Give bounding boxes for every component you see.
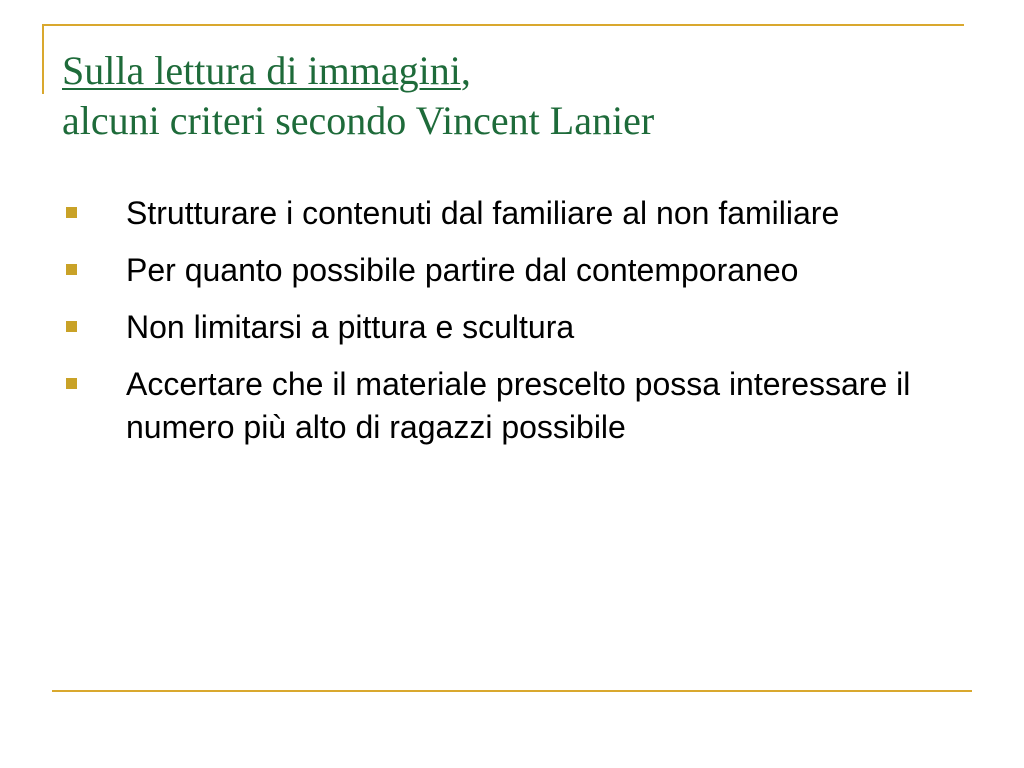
square-bullet-icon (66, 321, 77, 332)
bullet-text: Non limitarsi a pittura e scultura (126, 309, 575, 345)
bullet-list (0, 192, 1024, 463)
bullet-item (0, 363, 1024, 449)
square-bullet-icon (66, 207, 77, 218)
title-subtitle: alcuni criteri secondo Vincent Lanier (62, 98, 655, 143)
slide-title (62, 46, 962, 146)
frame-left-line (42, 24, 44, 94)
bullet-item (0, 306, 1024, 349)
title-comma: , (460, 48, 471, 93)
square-bullet-icon (66, 378, 77, 389)
bullet-item (0, 249, 1024, 292)
frame-bottom-line (52, 690, 972, 692)
bullet-text: Accertare che il materiale prescelto possa interessare il numero più alto di ragazzi possibile (126, 366, 911, 445)
title-link[interactable]: Sulla lettura di immagini (62, 48, 461, 93)
bullet-item (0, 192, 1024, 235)
frame-top-line (42, 24, 964, 26)
bullet-text: Strutturare i contenuti dal familiare al non familiare (126, 195, 840, 231)
bullet-text: Per quanto possibile partire dal contemporaneo (126, 252, 799, 288)
square-bullet-icon (66, 264, 77, 275)
